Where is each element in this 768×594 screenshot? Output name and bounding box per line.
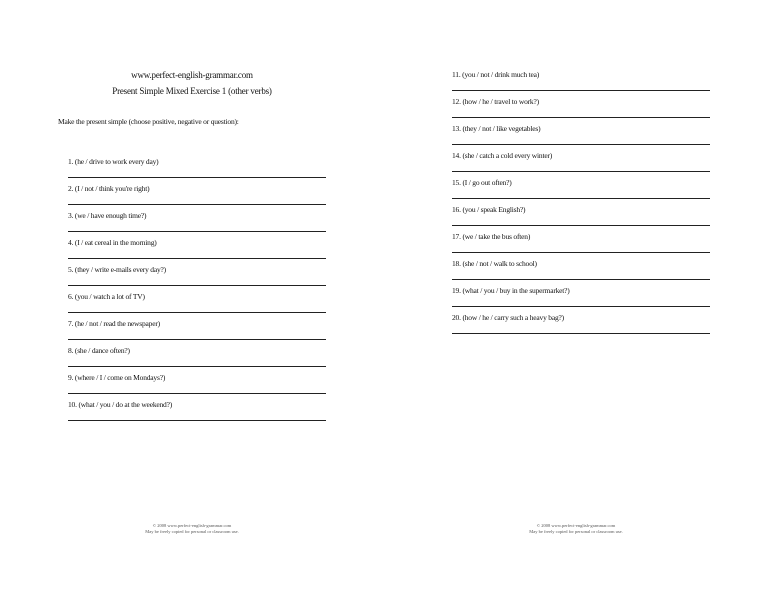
right-page	[384, 0, 768, 594]
question-item	[452, 70, 710, 97]
answer-line[interactable]	[452, 252, 710, 253]
question-text: 17. (we / take the bus often)	[452, 232, 531, 241]
answer-line[interactable]	[452, 117, 710, 118]
question-text: 16. (you / speak English?)	[452, 205, 526, 214]
copyright-footer	[0, 523, 384, 535]
question-text: 12. (how / he / travel to work?)	[452, 97, 539, 106]
answer-line[interactable]	[68, 204, 326, 205]
question-text: 11. (you / not / drink much tea)	[452, 70, 540, 79]
answer-line[interactable]	[452, 144, 710, 145]
answer-line[interactable]	[452, 279, 710, 280]
answer-line[interactable]	[452, 171, 710, 172]
question-item	[452, 313, 710, 340]
copyright-line: © 2008 www.perfect-english-grammar.com	[152, 523, 232, 528]
question-text: 13. (they / not / like vegetables)	[452, 124, 541, 133]
question-item	[68, 238, 326, 265]
question-item	[452, 124, 710, 151]
answer-line[interactable]	[68, 231, 326, 232]
usage-line: May be freely copied for personal or classroom use.	[529, 529, 623, 534]
question-text: 19. (what / you / buy in the supermarket?)	[452, 286, 570, 295]
question-text: 8. (she / dance often?)	[68, 346, 130, 355]
question-text: 5. (they / write e-mails every day?)	[68, 265, 166, 274]
question-item	[68, 265, 326, 292]
answer-line[interactable]	[68, 312, 326, 313]
question-text: 10. (what / you / do at the weekend?)	[68, 400, 173, 409]
question-item	[68, 184, 326, 211]
instructions: Make the present simple (choose positive, negative or question):	[58, 117, 239, 126]
answer-line[interactable]	[68, 366, 326, 367]
question-text: 9. (where / I / come on Mondays?)	[68, 373, 166, 382]
answer-line[interactable]	[452, 225, 710, 226]
question-item	[452, 151, 710, 178]
question-item	[452, 232, 710, 259]
question-item	[452, 178, 710, 205]
copyright-footer	[384, 523, 768, 535]
question-text: 20. (how / he / carry such a heavy bag?)	[452, 313, 564, 322]
question-item	[452, 97, 710, 124]
question-item	[68, 292, 326, 319]
question-text: 7. (he / not / read the newspaper)	[68, 319, 160, 328]
answer-line[interactable]	[68, 258, 326, 259]
answer-line[interactable]	[452, 90, 710, 91]
copyright-line: © 2008 www.perfect-english-grammar.com	[536, 523, 616, 528]
question-item	[68, 157, 326, 184]
question-text: 2. (I / not / think you're right)	[68, 184, 150, 193]
question-item	[452, 205, 710, 232]
question-text: 15. (I / go out often?)	[452, 178, 512, 187]
usage-line: May be freely copied for personal or classroom use.	[145, 529, 239, 534]
question-text: 1. (he / drive to work every day)	[68, 157, 159, 166]
answer-line[interactable]	[68, 420, 326, 421]
question-text: 18. (she / not / walk to school)	[452, 259, 537, 268]
question-item	[452, 286, 710, 313]
question-text: 4. (I / eat cereal in the morning)	[68, 238, 157, 247]
question-item	[68, 373, 326, 400]
question-list-left	[68, 157, 326, 427]
question-text: 3. (we / have enough time?)	[68, 211, 147, 220]
site-url: www.perfect-english-grammar.com	[131, 70, 253, 80]
answer-line[interactable]	[452, 198, 710, 199]
answer-line[interactable]	[452, 333, 710, 334]
question-list-right	[452, 70, 710, 340]
question-item	[68, 319, 326, 346]
answer-line[interactable]	[68, 177, 326, 178]
question-text: 6. (you / watch a lot of TV)	[68, 292, 145, 301]
answer-line[interactable]	[68, 393, 326, 394]
question-item	[68, 400, 326, 427]
question-item	[68, 211, 326, 238]
question-item	[452, 259, 710, 286]
answer-line[interactable]	[68, 285, 326, 286]
answer-line[interactable]	[452, 306, 710, 307]
question-item	[68, 346, 326, 373]
page-title: Present Simple Mixed Exercise 1 (other verbs)	[112, 86, 272, 96]
answer-line[interactable]	[68, 339, 326, 340]
question-text: 14. (she / catch a cold every winter)	[452, 151, 553, 160]
